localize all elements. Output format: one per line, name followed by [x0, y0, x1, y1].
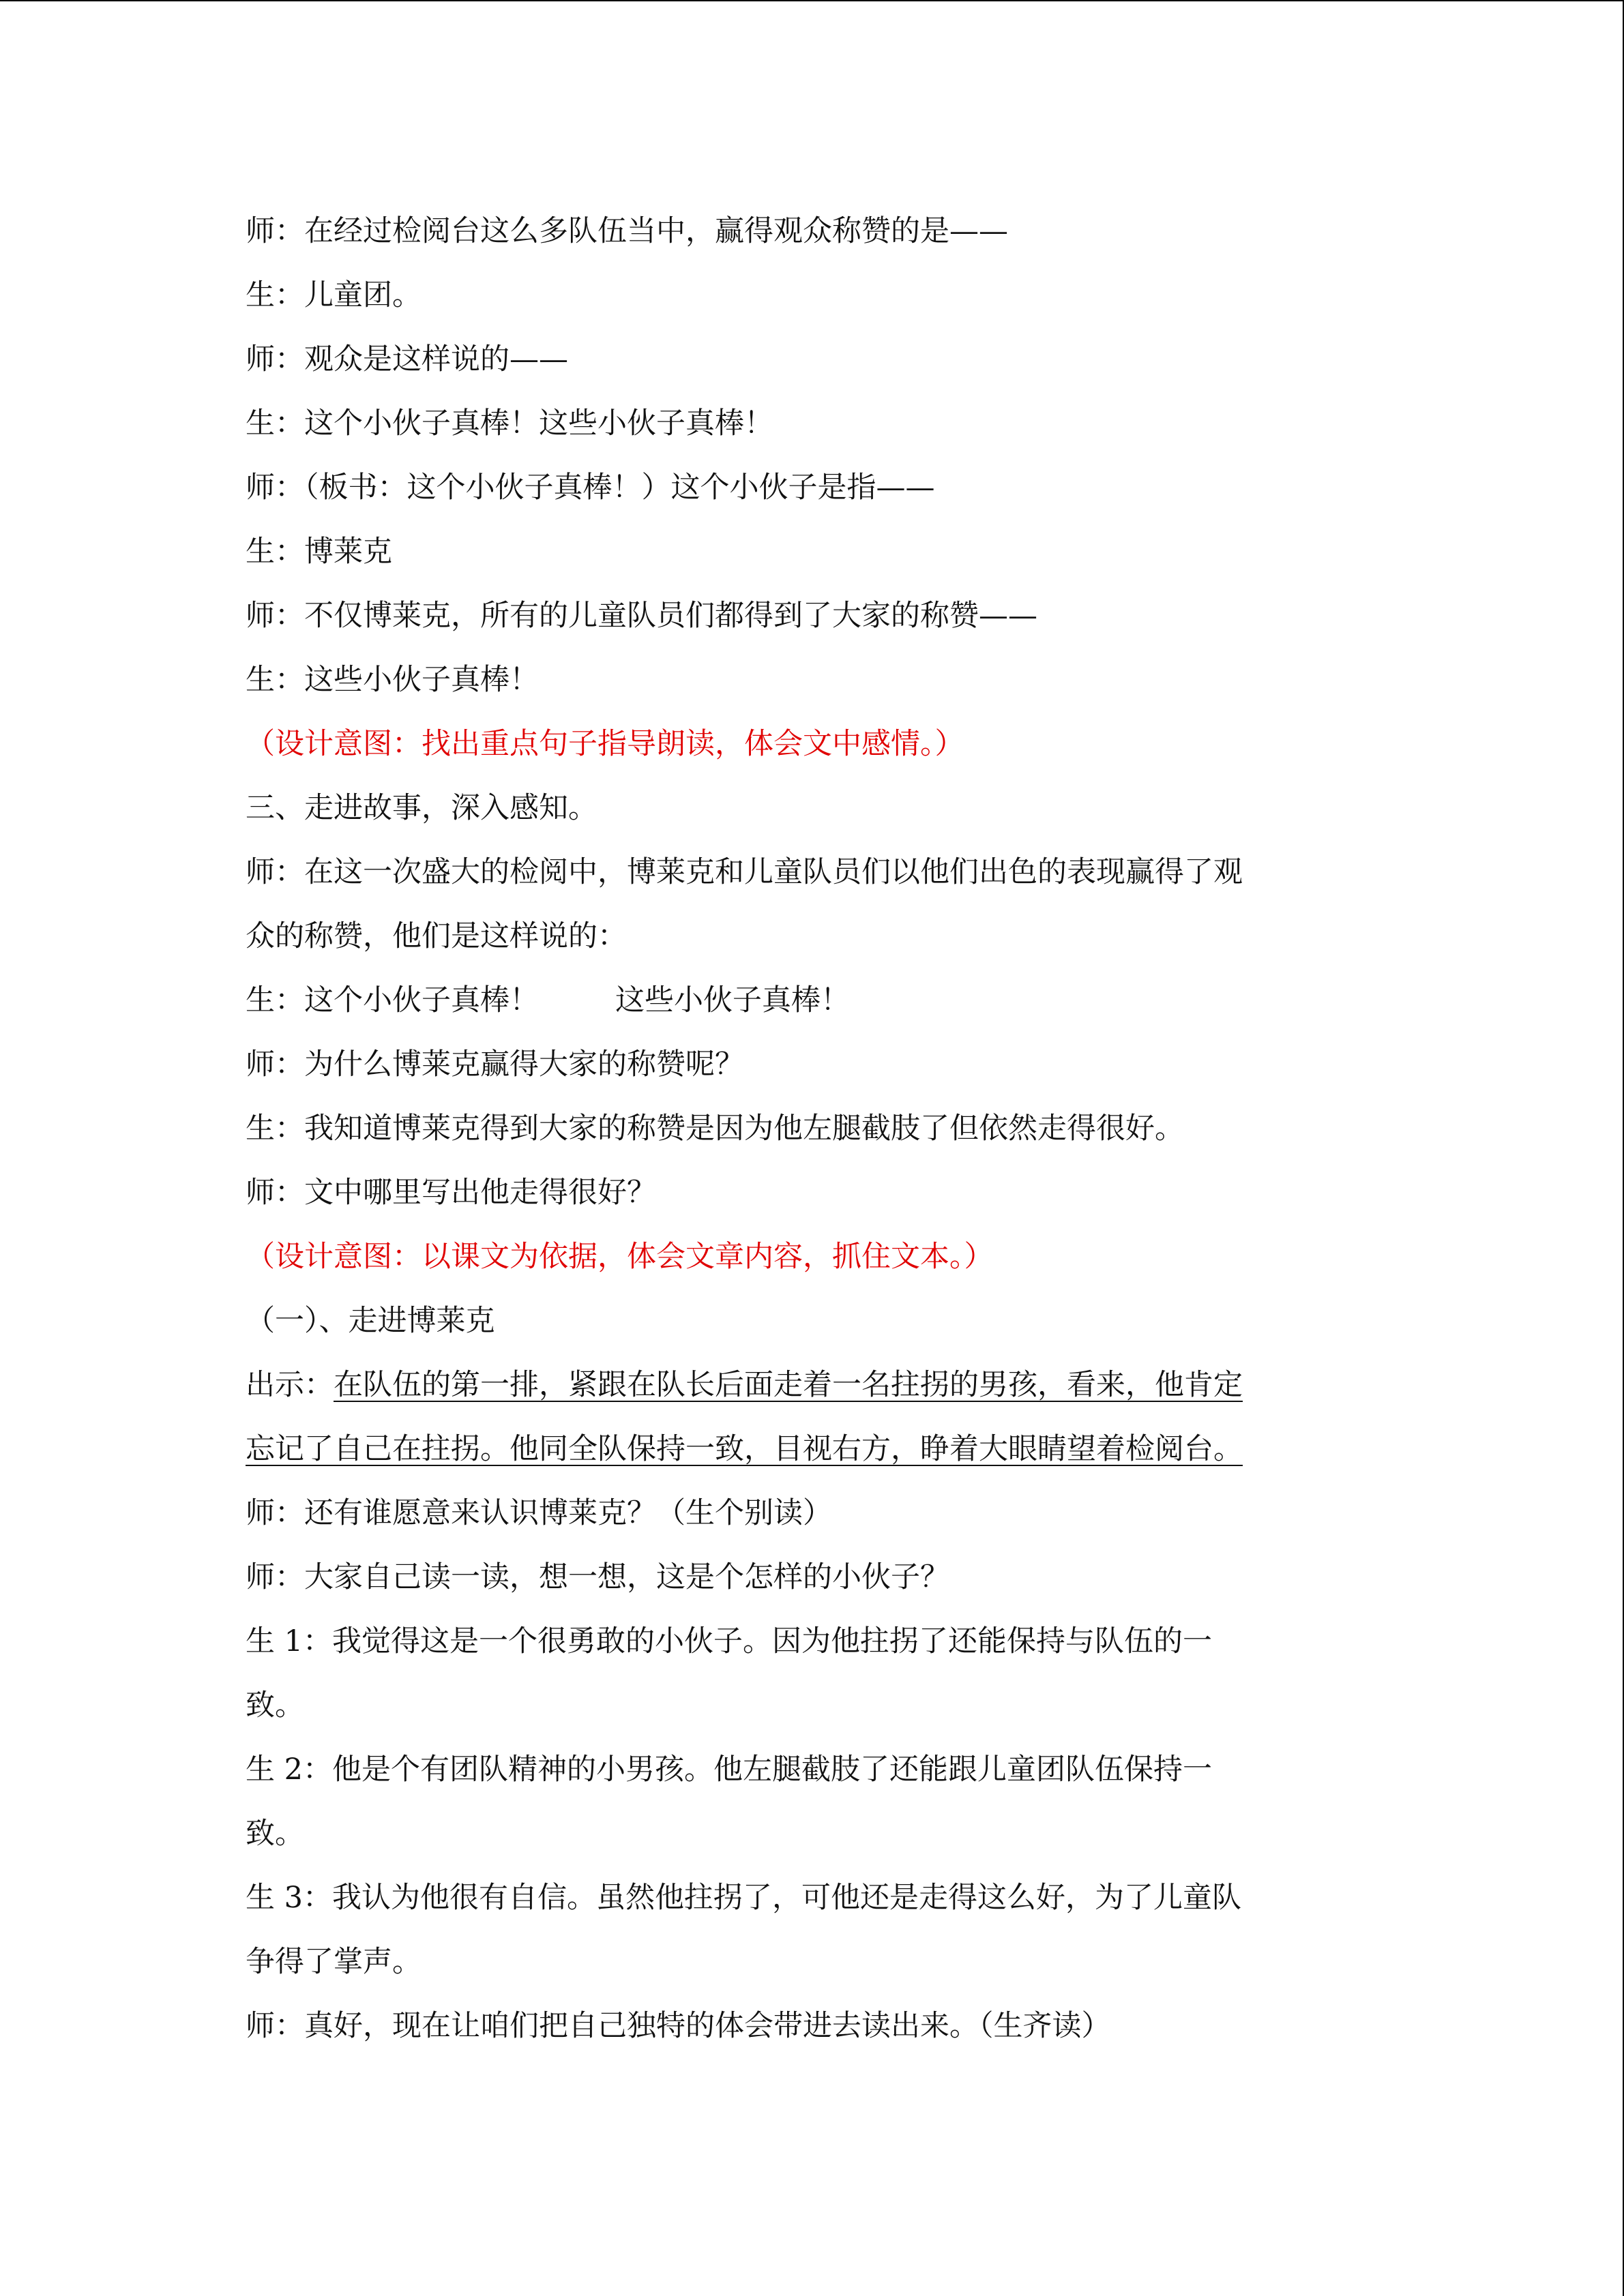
- paragraph: 师：大家自己读一读，想一想，这是个怎样的小伙子？: [246, 1560, 949, 1594]
- quote-part-2: 这些小伙子真棒！: [615, 983, 850, 1017]
- subsection-heading: （一）、走进博莱克: [246, 1304, 495, 1338]
- paragraph: 师：真好，现在让咱们把自己独特的体会带进去读出来。（生齐读）: [246, 2009, 1111, 2043]
- paragraph: 生：这些小伙子真棒！: [246, 663, 539, 697]
- quote-part-1: 生：这个小伙子真棒！: [246, 983, 539, 1017]
- paragraph: 生：我知道博莱克得到大家的称赞是因为他左腿截肢了但依然走得很好。: [246, 1112, 1184, 1146]
- paragraph: 争得了掌声。: [246, 1945, 422, 1979]
- paragraph: 师：为什么博莱克赢得大家的称赞呢？: [246, 1047, 744, 1082]
- paragraph: 师：不仅博莱克，所有的儿童队员们都得到了大家的称赞——: [246, 599, 1037, 633]
- excerpt-line: [246, 1417, 1364, 1481]
- design-intent-note: （设计意图：以课文为依据，体会文章内容，抓住文本。）: [246, 1240, 994, 1274]
- underlined-excerpt: 在队伍的第一排，紧跟在队长后面走着一名拄拐的男孩，看来，他肯定: [334, 1368, 1243, 1402]
- paragraph: 致。: [246, 1688, 304, 1723]
- paragraph: 生：这个小伙子真棒！这些小伙子真棒！: [246, 406, 773, 441]
- paragraph: 师：在经过检阅台这么多队伍当中，赢得观众称赞的是——: [246, 214, 1008, 248]
- paragraph: [246, 968, 1364, 1032]
- paragraph: 致。: [246, 1817, 304, 1851]
- paragraph: 师：还有谁愿意来认识博莱克？（生个别读）: [246, 1496, 832, 1530]
- design-intent-note: （设计意图：找出重点句子指导朗读，体会文中感情。）: [246, 727, 964, 761]
- paragraph: 众的称赞，他们是这样说的：: [246, 919, 627, 953]
- paragraph: 生 1：我觉得这是一个很勇敢的小伙子。因为他拄拐了还能保持与队伍的一: [246, 1624, 1213, 1658]
- excerpt-label: 出示：: [246, 1368, 334, 1402]
- paragraph: 师：在这一次盛大的检阅中，博莱克和儿童队员们以他们出色的表现赢得了观: [246, 855, 1243, 889]
- paragraph: 师：文中哪里写出他走得很好？: [246, 1176, 656, 1210]
- underlined-excerpt: 忘记了自己在拄拐。他同全队保持一致，目视右方，睁着大眼睛望着检阅台。: [246, 1432, 1243, 1466]
- paragraph: 生：儿童团。: [246, 278, 422, 312]
- paragraph: 生 3：我认为他很有自信。虽然他拄拐了，可他还是走得这么好，为了儿童队: [246, 1881, 1242, 1915]
- paragraph: 师：（板书：这个小伙子真棒！）这个小伙子是指——: [246, 471, 935, 505]
- excerpt-line: [246, 1353, 1364, 1417]
- paragraph: 生：博莱克: [246, 535, 392, 569]
- paragraph: 师：观众是这样说的——: [246, 342, 568, 376]
- section-heading: 三、走进故事，深入感知。: [246, 791, 597, 825]
- paragraph: 生 2：他是个有团队精神的小男孩。他左腿截肢了还能跟儿童团队伍保持一: [246, 1753, 1213, 1787]
- document-body: [246, 199, 1364, 2058]
